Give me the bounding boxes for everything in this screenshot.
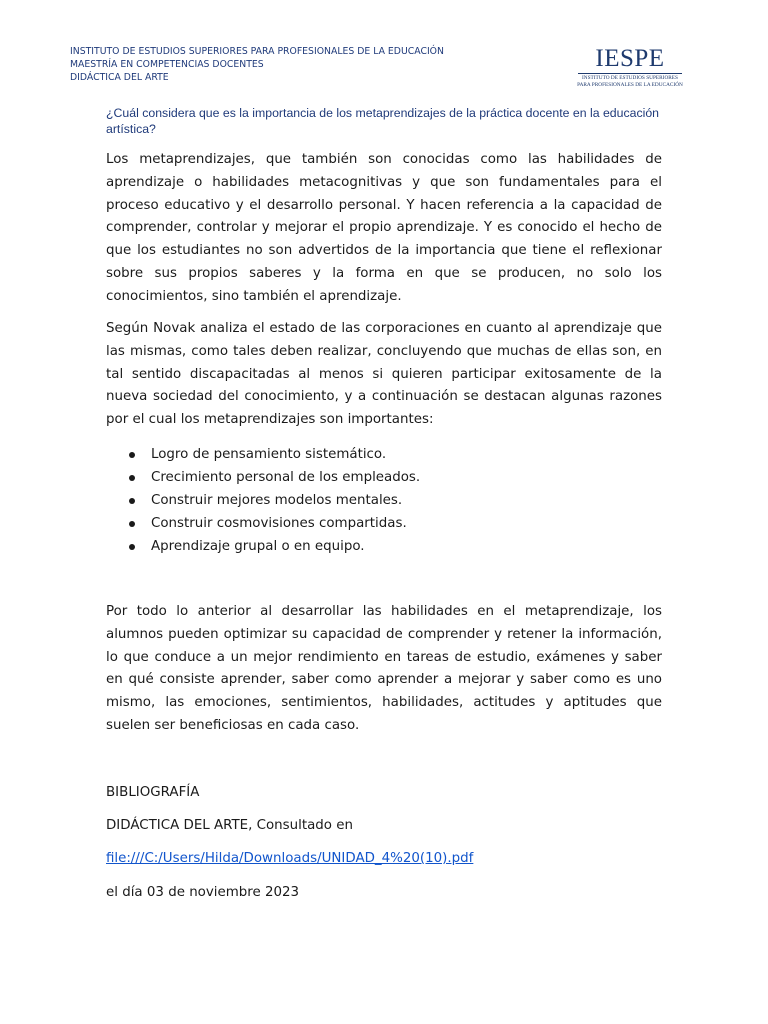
bullet-icon (129, 452, 135, 458)
bibliography-reference: DIDÁCTICA DEL ARTE, Consultado en (106, 818, 353, 833)
list-item (106, 443, 662, 466)
bullet-icon (129, 475, 135, 481)
bullet-icon (129, 521, 135, 527)
logo-divider (578, 73, 682, 74)
iespe-logo (570, 45, 690, 89)
paragraph-novak: Según Novak analiza el estado de las corporaciones en cuanto al aprendizaje que las mismas, como tales deben realizar, concluyendo que muchas de ellas son, en tal sentido discapacitadas al menos si quieren participar exitosamente de la nueva sociedad del conocimiento, y a continuación se destacan algunas razones por el cual los metaprendizajes son importantes: (106, 321, 662, 428)
institution-name: INSTITUTO DE ESTUDIOS SUPERIORES PARA PROFESIONALES DE LA EDUCACIÓN (70, 46, 444, 57)
list-item (106, 512, 662, 535)
logo-wordmark: IESPE (595, 45, 665, 72)
reasons-list (106, 443, 662, 558)
page-header (70, 45, 698, 93)
program-name: MAESTRÍA EN COMPETENCIAS DOCENTES (70, 59, 264, 70)
course-name: DIDÁCTICA DEL ARTE (70, 72, 169, 83)
bibliography-title: BIBLIOGRAFÍA (106, 785, 200, 800)
list-item-text: Logro de pensamiento sistemático. (151, 447, 387, 462)
bullet-icon (129, 544, 135, 550)
list-item-text: Aprendizaje grupal o en equipo. (151, 539, 365, 554)
paragraph-conclusion: Por todo lo anterior al desarrollar las habilidades en el metaprendizaje, los alumnos pueden optimizar su capacidad de comprender y retener la información, lo que conduce a un mejor rendimiento en tareas de estudio, exámenes y saber en qué consiste aprender, saber como aprender a mejorar y saber como es uno mismo, las emociones, sentimientos, habilidades, actitudes y aptitudes que suelen ser beneficiosas en cada caso. (106, 604, 662, 733)
bibliography-link[interactable]: file:///C:/Users/Hilda/Downloads/UNIDAD_4%20(10).pdf (106, 851, 474, 866)
list-item (106, 535, 662, 558)
list-item-text: Construir cosmovisiones compartidas. (151, 516, 407, 531)
list-item-text: Crecimiento personal de los empleados. (151, 470, 421, 485)
list-item (106, 466, 662, 489)
institution-heading (70, 45, 444, 84)
question-heading: ¿Cuál considera que es la importancia de los metaprendizajes de la práctica docente en la educación artística? (106, 106, 660, 136)
paragraph-intro: Los metaprendizajes, que también son conocidas como las habilidades de aprendizaje o habilidades metacognitivas y que son fundamentales para el proceso educativo y el desarrollo personal. Y hacen referencia a la capacidad de comprender, controlar y mejorar el propio aprendizaje. Y es conocido el hecho de que los estudiantes no son advertidos de la importancia que tiene el reflexionar sobre sus propios saberes y la forma en que se producen, no solo los conocimientos, sino también el aprendizaje. (106, 152, 662, 304)
logo-subtitle-line-1: INSTITUTO DE ESTUDIOS SUPERIORES (582, 75, 678, 81)
list-item (106, 489, 662, 512)
bibliography-date: el día 03 de noviembre 2023 (106, 885, 300, 900)
bullet-icon (129, 498, 135, 504)
logo-subtitle-line-2: PARA PROFESIONALES DE LA EDUCACIÓN (577, 82, 683, 88)
list-item-text: Construir mejores modelos mentales. (151, 493, 403, 508)
